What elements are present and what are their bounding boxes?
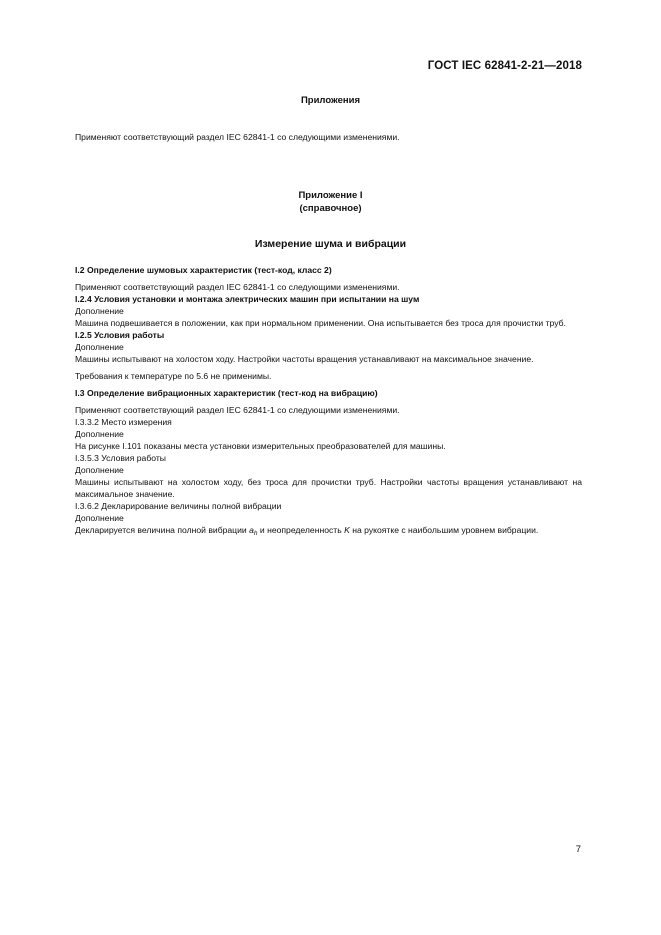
var-a: a xyxy=(249,525,254,535)
addition-label-i332: Дополнение xyxy=(75,429,124,439)
standard-code: ГОСТ IEC 62841-2-21—2018 xyxy=(427,60,582,72)
paragraph-i25-temperature: Требования к температуре по 5.6 не применимы. xyxy=(75,371,272,381)
section-heading-i3: I.3 Определение вибрационных характеристик (тест-код на вибрацию) xyxy=(75,388,378,398)
addition-label-i24: Дополнение xyxy=(75,306,124,316)
paragraph-i353: Машины испытывают на холостом ходу, без троса для прочистки труб. Настройки частоты вращения устанавливают на максимальное значение. xyxy=(75,477,582,499)
addition-label-i25: Дополнение xyxy=(75,342,124,352)
var-a-subscript: h xyxy=(253,530,258,537)
annex-title: Приложение I xyxy=(298,190,363,201)
i362-text-a: Декларируется величина полной вибрации xyxy=(75,525,247,535)
paragraph-i2: Применяют соответствующий раздел IEC 62841-1 со следующими изменениями. xyxy=(75,282,400,292)
i362-text-b: и неопределенность xyxy=(259,525,342,535)
section-heading-i332: I.3.3.2 Место измерения xyxy=(75,417,172,427)
section-heading-i2: I.2 Определение шумовых характеристик (тест-код, класс 2) xyxy=(75,265,332,275)
annex-subtitle: (справочное) xyxy=(299,203,362,214)
addition-label-i362: Дополнение xyxy=(75,513,124,523)
page-number: 7 xyxy=(575,844,581,855)
appendices-title: Приложения xyxy=(300,95,361,106)
section-heading-i25: I.2.5 Условия работы xyxy=(75,330,165,340)
section-heading-i353: I.3.5.3 Условия работы xyxy=(75,453,166,463)
appendices-intro: Применяют соответствующий раздел IEC 62841-1 со следующими изменениями. xyxy=(75,132,400,142)
i362-text-c: на рукоятке с наибольшим уровнем вибрации. xyxy=(352,525,539,535)
paragraph-i332: На рисунке I.101 показаны места установки измерительных преобразователей для машины. xyxy=(75,441,446,451)
paragraph-i24: Машина подвешивается в положении, как при нормальном применении. Она испытывается без троса для прочистки труб. xyxy=(75,318,566,328)
var-k: K xyxy=(344,525,350,535)
paragraph-i362 xyxy=(75,524,582,536)
paragraph-i3: Применяют соответствующий раздел IEC 62841-1 со следующими изменениями. xyxy=(75,405,400,415)
annex-main-heading: Измерение шума и вибрации xyxy=(254,238,407,250)
section-heading-i24: I.2.4 Условия установки и монтажа электрических машин при испытании на шум xyxy=(75,294,420,304)
section-heading-i362: I.3.6.2 Декларирование величины полной вибрации xyxy=(75,501,282,511)
annex-body xyxy=(75,264,582,536)
paragraph-i25: Машины испытывают на холостом ходу. Настройки частоты вращения устанавливают на максимальное значение. xyxy=(75,354,534,364)
addition-label-i353: Дополнение xyxy=(75,465,124,475)
